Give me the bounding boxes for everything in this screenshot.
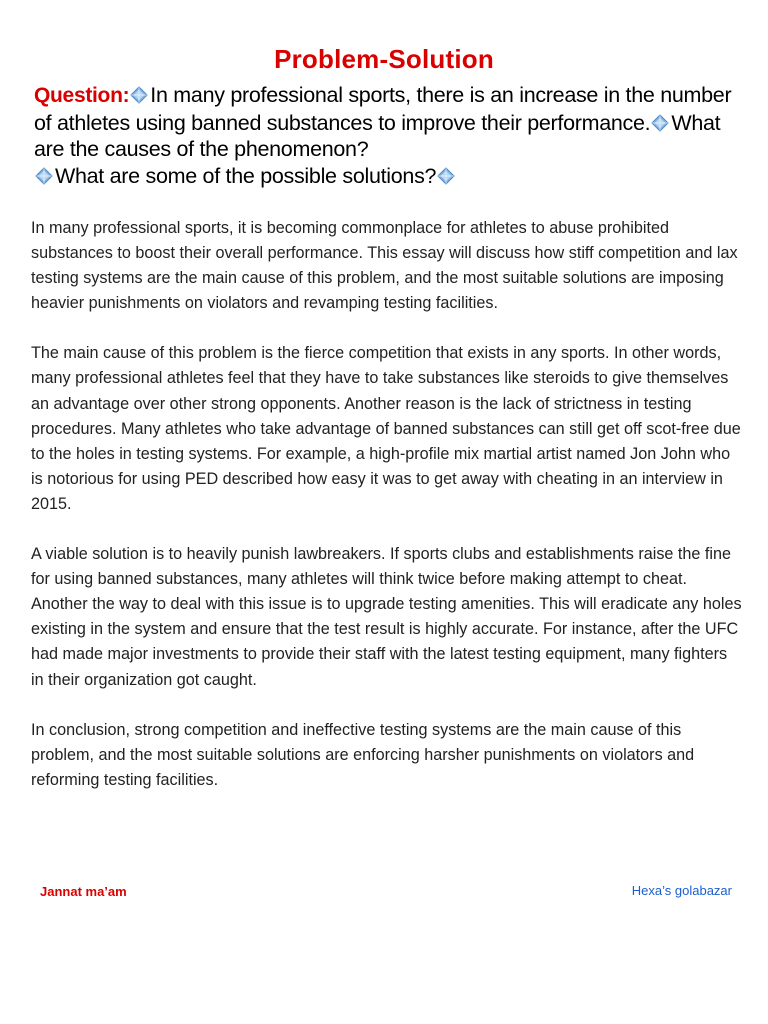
source-credit: Hexa’s golabazar (631, 883, 732, 898)
question-part-1: In many professional sports, there is an increase in the number of athletes using banned substances to improve their performance. (34, 83, 732, 135)
essay-body (31, 216, 743, 818)
page-title: Problem-Solution (274, 44, 494, 74)
question-label: Question: (34, 84, 130, 107)
diamond-icon (651, 114, 669, 132)
question-part-3: What are some of the possible solutions? (55, 163, 437, 188)
author-credit: Jannat ma’am (40, 884, 127, 899)
essay-paragraph-conclusion: In conclusion, strong competition and ineffective testing systems are the main cause of this problem, and the most suitable solutions are enforcing harsher punishments on violators and reforming testing facilities. (31, 720, 695, 789)
essay-paragraph-intro: In many professional sports, it is becoming commonplace for athletes to abuse prohibited substances to boost their overall performance. This essay will discuss how stiff competition and lax testing systems are the main cause of this problem, and the most suitable solutions are imposing heavier punishments on violators and revamping testing facilities. (31, 219, 738, 313)
essay-paragraph-solutions: A viable solution is to heavily punish lawbreakers. If sports clubs and establishments raise the fine for using banned substances, many athletes will think twice before making attempt to cheat. Another the way to deal with this issue is to upgrade testing amenities. This will eradicate any holes existing in the system and ensure that the test result is highly accurate. For instance, after the UFC had made major investments to provide their staff with the latest testing equipment, many fighters in their organization got caught. (31, 545, 742, 689)
question-part-2: What are the causes of the phenomenon? (34, 110, 721, 161)
diamond-icon (437, 167, 455, 185)
diamond-icon (35, 167, 53, 185)
question-block (34, 82, 750, 189)
diamond-icon (130, 86, 148, 104)
essay-paragraph-causes: The main cause of this problem is the fierce competition that exists in any sports. In other words, many professional athletes feel that they have to take substances like steroids to give themselves an advantage over other strong opponents. Another reason is the lack of strictness in testing procedures. Many athletes who take advantage of banned substances can still get off scot-free due to the holes in testing systems. For example, a high-profile mix martial artist named Jon John who is notorious for using PED described how easy it was to get away with cheating in an interview in 2015. (31, 344, 741, 513)
